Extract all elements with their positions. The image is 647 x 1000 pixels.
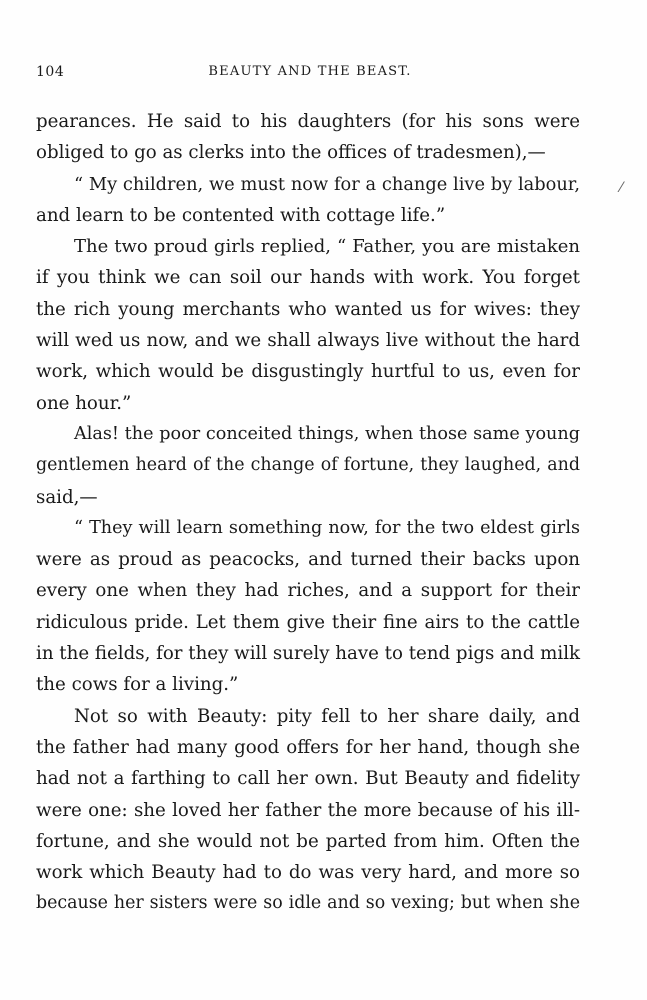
text-line: work, which would be disgustingly hurtful to us, even for [36, 361, 580, 383]
text-line: obliged to go as clerks into the offices of tradesmen),— [36, 142, 546, 164]
text-line: were one: she loved her father the more because of his ill- [36, 799, 580, 821]
text-line: ridiculous pride. Let them give their fine airs to the cattle [36, 611, 580, 633]
text-line: “ They will learn something now, for the two eldest girls [74, 517, 580, 538]
page-number: 104 [36, 64, 65, 80]
text-line: the cows for a living.” [36, 674, 239, 696]
running-head [36, 64, 580, 86]
text-line: the father had many good offers for her hand, though she [36, 736, 580, 758]
text-line: pearances. He said to his daughters (for his sons were [36, 111, 580, 132]
text-line: because her sisters were so idle and so vexing; but when she [36, 893, 580, 914]
text-line: every one when they had riches, and a support for their [36, 580, 580, 602]
text-line: work which Beauty had to do was very hard, and more so [36, 862, 580, 884]
margin-pencil-mark: ⁄ [620, 180, 623, 196]
text-line: fortune, and she would not be parted from him. Often the [36, 830, 580, 852]
running-title: BEAUTY AND THE BEAST. [208, 64, 412, 79]
text-line: were as proud as peacocks, and turned their backs upon [36, 549, 580, 571]
text-line: if you think we can soil our hands with work. You forget [36, 267, 580, 289]
text-line: and learn to be contented with cottage life.” [36, 204, 446, 226]
text-line: one hour.” [36, 392, 132, 414]
text-line: said,— [36, 486, 98, 508]
text-line: had not a farthing to call her own. But Beauty and fidelity [36, 768, 580, 790]
text-line: will wed us now, and we shall always live without the hard [36, 330, 580, 352]
text-line: gentlemen heard of the change of fortune, they laughed, and [36, 455, 580, 476]
text-line: the rich young merchants who wanted us for wives: they [36, 298, 580, 320]
text-line: The two proud girls replied, “ Father, you are mistaken [74, 236, 580, 258]
text-line: Not so with Beauty: pity fell to her share daily, and [74, 705, 580, 727]
body-text [36, 106, 580, 920]
text-line: Alas! the poor conceited things, when those same young [74, 423, 580, 444]
text-line: “ My children, we must now for a change live by labour, [74, 173, 580, 195]
text-line: in the fields, for they will surely have to tend pigs and milk [36, 643, 581, 665]
